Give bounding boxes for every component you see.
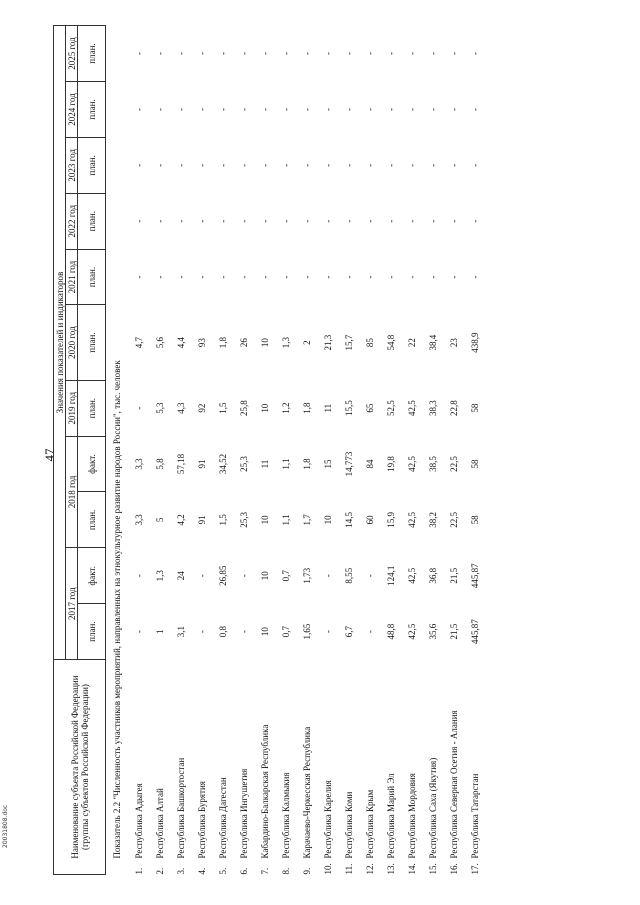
subject-name: Республика Адыгея [133,783,144,859]
value-cell: 22,8 [448,400,459,417]
value-cell: 52,5 [385,400,396,417]
value-cell: - [385,275,396,279]
value-cell: 38,3 [427,400,438,417]
plan-header: план. [78,193,106,249]
subject-cell [380,660,401,875]
value-cell: - [175,275,186,279]
subject-name: Республика Алтай [154,788,165,859]
value-cell: - [259,163,270,167]
plan-header: план. [78,137,106,193]
year-header-2023: 2023 год [66,137,78,193]
row-number: 16. [448,863,459,875]
value-cell: - [133,275,144,279]
table-row [149,26,170,875]
value-cell: 57,18 [175,453,186,475]
row-number: 10. [322,863,333,875]
value-cell: - [238,630,249,634]
value-cell: 1,1 [280,514,291,526]
year-header-2025: 2025 год [66,26,78,82]
subject-cell [275,660,296,875]
value-cell: - [133,219,144,223]
page-number: 47 [42,448,57,462]
value-cell: - [154,219,165,223]
value-cell: 15,9 [385,512,396,528]
subject-cell [359,660,380,875]
value-cell: - [238,52,249,55]
row-number: 4. [196,867,207,875]
value-cell: - [427,107,438,111]
indicators-table [53,25,485,875]
value-cell: 445,87 [469,619,480,645]
value-cell: - [385,163,396,167]
value-cell: - [343,219,354,223]
value-cell: 34,52 [217,453,228,475]
table-row [254,26,275,875]
value-cell: - [301,219,312,223]
value-cell: 42,5 [406,456,417,472]
subject-column-header: Наименование субъекта Российской Федерации (группы субъектов Российской Федерации) [54,660,106,875]
value-cell: - [448,52,459,55]
value-cell: - [448,107,459,111]
subject-cell [212,660,233,875]
value-cell: 24 [175,571,186,581]
value-cell: - [469,52,480,55]
row-number: 11. [343,863,354,875]
table-row [275,26,296,875]
value-cell: 42,5 [406,567,417,584]
table-row [191,26,212,875]
value-cell: - [322,574,333,578]
value-cell: - [280,163,291,167]
rotated-table-wrapper [53,25,485,875]
value-cell: - [406,107,417,111]
year-header-2020: 2020 год [66,305,78,380]
value-cell: 42,5 [406,623,417,640]
value-cell: 4,7 [133,336,144,349]
plan-header: план. [78,492,106,548]
subject-name: Республика Саха (Якутия) [427,757,438,859]
subject-cell [149,660,170,875]
subject-name: Республика Крым [364,789,375,859]
value-cell: 5,8 [154,458,165,470]
value-cell: - [280,219,291,223]
subject-name: Республика Калмыкия [280,772,291,859]
value-cell: 1,65 [301,623,312,640]
value-cell: - [133,574,144,578]
value-cell: - [448,163,459,167]
value-cell: - [427,163,438,167]
row-number: 13. [385,863,396,875]
value-cell: - [364,219,375,223]
table-row [359,26,380,875]
value-cell: 438,9 [469,332,480,353]
value-cell: - [406,275,417,279]
value-cell: - [406,219,417,223]
value-cell: - [259,52,270,55]
value-cell: - [322,275,333,279]
subject-cell [338,660,359,875]
value-cell: 21,3 [322,334,333,351]
year-header-2021: 2021 год [66,249,78,305]
value-cell: 48,8 [385,623,396,640]
value-cell: - [154,52,165,55]
table-row [296,26,317,875]
row-number: 1. [133,867,144,875]
value-cell: - [196,163,207,167]
value-cell: 15,5 [343,400,354,417]
year-header-2017: 2017 год [66,548,78,660]
value-cell: - [301,52,312,55]
value-cell: - [217,219,228,223]
value-cell: - [343,52,354,55]
value-cell: 10 [259,403,270,413]
value-cell: 85 [364,338,375,348]
value-cell: - [322,630,333,634]
value-cell: - [238,107,249,111]
plan-header: план. [78,380,106,436]
value-cell: - [427,275,438,279]
value-cell: 22 [406,338,417,348]
value-cell: - [154,163,165,167]
value-cell: 14,5 [343,512,354,528]
subject-cell [254,660,275,875]
subject-name: Республика Бурятия [196,781,207,859]
values-group-header: Значения показателей и индикаторов [54,26,66,660]
value-cell: - [154,275,165,279]
value-cell: 1 [154,629,165,634]
value-cell: - [343,275,354,279]
subject-cell [464,660,485,875]
value-cell: 93 [196,338,207,348]
value-cell: 5,3 [154,402,165,414]
value-cell: 3,3 [133,514,144,526]
subject-cell [191,660,212,875]
value-cell: 91 [196,515,207,525]
value-cell: 4,2 [175,514,186,526]
table-row [443,26,464,875]
value-cell: 1,8 [301,458,312,470]
row-number: 2. [154,867,165,875]
year-header-2019: 2019 год [66,380,78,436]
row-number: 5. [217,867,228,875]
value-cell: - [322,219,333,223]
table-body [106,26,486,875]
value-cell: 36,8 [427,567,438,584]
subject-cell [170,660,191,875]
table-row [212,26,233,875]
value-cell: - [196,574,207,578]
value-cell: - [364,574,375,578]
value-cell: - [343,163,354,167]
subject-cell [443,660,464,875]
subject-name: Республика Башкортостан [175,757,186,859]
value-cell: - [406,163,417,167]
value-cell: 4,3 [175,402,186,414]
value-cell: 1,8 [301,402,312,414]
value-cell: 8,55 [343,567,354,584]
subject-name: Республика Северная Осетия - Алания [448,710,459,859]
value-cell: - [133,163,144,167]
fact-header: факт. [78,548,106,604]
row-number: 7. [259,867,270,875]
value-cell: 3,3 [133,458,144,470]
value-cell: 26 [238,338,249,348]
subject-name: Республика Марий Эл [385,773,396,859]
value-cell: - [196,630,207,634]
value-cell: 10 [259,627,270,637]
row-number: 14. [406,863,417,875]
value-cell: - [217,52,228,55]
value-cell: 22,5 [448,512,459,528]
value-cell: 15,7 [343,334,354,351]
value-cell: - [322,107,333,111]
value-cell: 1,73 [301,567,312,584]
row-number: 15. [427,863,438,875]
table-row [338,26,359,875]
row-number: 8. [280,867,291,875]
value-cell: 58 [469,515,480,525]
value-cell: - [469,219,480,223]
value-cell: 2 [301,340,312,345]
value-cell: 21,5 [448,567,459,584]
value-cell: - [469,163,480,167]
value-cell: 42,5 [406,512,417,528]
value-cell: - [469,107,480,111]
subject-name: Карачаево-Черкесская Республика [301,726,312,859]
value-cell: - [427,219,438,223]
footer-filename: 20031808.doc [2,804,9,848]
value-cell: - [469,275,480,279]
value-cell: 10 [259,515,270,525]
value-cell: 1,3 [280,336,291,349]
plan-header: план. [78,82,106,138]
value-cell: - [238,219,249,223]
value-cell: - [217,107,228,111]
value-cell: 58 [469,403,480,413]
value-cell: 54,8 [385,334,396,351]
value-cell: 65 [364,403,375,413]
value-cell: 14,773 [343,451,354,477]
value-cell: 15 [322,459,333,469]
value-cell: 26,85 [217,565,228,586]
subject-cell [233,660,254,875]
value-cell: - [238,275,249,279]
value-cell: - [133,52,144,55]
value-cell: - [364,163,375,167]
row-number: 9. [301,867,312,875]
value-cell: - [154,107,165,111]
plan-header: план. [78,305,106,380]
row-number: 17. [469,863,480,875]
value-cell: 4,4 [175,336,186,349]
value-cell: - [175,219,186,223]
value-cell: 445,87 [469,563,480,589]
value-cell: 42,5 [406,400,417,417]
value-cell: 22,5 [448,456,459,472]
value-cell: 5,6 [154,336,165,349]
value-cell: - [217,275,228,279]
value-cell: - [259,107,270,111]
row-number: 6. [238,867,249,875]
value-cell: - [238,574,249,578]
indicator-caption-row [106,26,129,875]
value-cell: - [196,219,207,223]
value-cell: 11 [322,403,333,413]
value-cell: 1,5 [217,514,228,526]
value-cell: - [217,163,228,167]
value-cell: 0,8 [217,626,228,638]
table-row [128,26,149,875]
value-cell: - [196,52,207,55]
value-cell: - [301,275,312,279]
table-row [422,26,443,875]
value-cell: 38,4 [427,334,438,351]
value-cell: - [364,630,375,634]
value-cell: - [301,107,312,111]
plan-header: план. [78,26,106,82]
value-cell: 10 [322,515,333,525]
value-cell: 58 [469,459,480,469]
value-cell: - [448,219,459,223]
value-cell: - [280,275,291,279]
value-cell: - [364,107,375,111]
year-header-2018: 2018 год [66,436,78,548]
value-cell: - [427,52,438,55]
value-cell: 92 [196,403,207,413]
year-header-2022: 2022 год [66,193,78,249]
value-cell: 60 [364,515,375,525]
subject-name: Республика Мордовия [406,773,417,859]
value-cell: 10 [259,571,270,581]
value-cell: 35,6 [427,623,438,640]
subject-name: Республика Коми [343,791,354,859]
subject-name: Республика Дагестан [217,777,228,859]
value-cell: 10 [259,338,270,348]
value-cell: 38,2 [427,512,438,528]
value-cell: 1,3 [154,570,165,582]
value-cell: - [175,52,186,55]
value-cell: 1,1 [280,458,291,470]
subject-cell [296,660,317,875]
fact-header: факт. [78,436,106,492]
value-cell: 124,1 [385,565,396,586]
value-cell: 0,7 [280,626,291,638]
value-cell: - [322,163,333,167]
subject-cell [422,660,443,875]
subject-name: Республика Татарстан [469,773,480,859]
value-cell: 5 [154,517,165,523]
value-cell: - [280,107,291,111]
value-cell: 91 [196,459,207,469]
value-cell: - [343,107,354,111]
value-cell: - [406,52,417,55]
value-cell: 21,5 [448,623,459,640]
value-cell: 1,5 [217,402,228,414]
value-cell: - [280,52,291,55]
value-cell: - [133,406,144,410]
row-number: 12. [364,863,375,875]
value-cell: 1,7 [301,514,312,526]
value-cell: - [175,107,186,111]
value-cell: 6,7 [343,626,354,638]
value-cell: - [385,52,396,55]
table-row [401,26,422,875]
table-row [233,26,254,875]
value-cell: - [238,163,249,167]
table-row [380,26,401,875]
value-cell: - [322,52,333,55]
subject-name: Республика Ингушетия [238,768,249,859]
value-cell: - [133,630,144,634]
table-row [464,26,485,875]
value-cell: 25,3 [238,456,249,472]
value-cell: 11 [259,459,270,469]
subject-name: Республика Карелия [322,780,333,859]
value-cell: 19,8 [385,456,396,472]
value-cell: - [385,107,396,111]
indicator-caption: Показатель 2.2 "Численность участников мероприятий, направленных на этнокультурное развитие народов России", тыс. человек [112,360,122,859]
value-cell: - [196,275,207,279]
value-cell: 1,2 [280,402,291,414]
plan-header: план. [78,604,106,660]
value-cell: 38,5 [427,456,438,472]
subject-name: Кабардино-Балкарская Республика [259,724,270,859]
table-header [54,26,106,875]
value-cell: 23 [448,338,459,348]
value-cell: - [364,52,375,55]
value-cell: - [301,163,312,167]
table-row [170,26,191,875]
value-cell: 3,1 [175,626,186,638]
value-cell: - [448,275,459,279]
value-cell: 84 [364,459,375,469]
value-cell: - [259,275,270,279]
subject-cell [128,660,149,875]
value-cell: - [196,107,207,111]
value-cell: - [133,107,144,111]
plan-header: план. [78,249,106,305]
value-cell: - [385,219,396,223]
value-cell: 1,8 [217,336,228,349]
value-cell: 25,8 [238,400,249,417]
year-header-2024: 2024 год [66,82,78,138]
value-cell: - [259,219,270,223]
value-cell: - [364,275,375,279]
value-cell: 0,7 [280,570,291,582]
subject-cell [317,660,338,875]
value-cell: 25,3 [238,512,249,528]
subject-cell [401,660,422,875]
value-cell: - [175,163,186,167]
table-row [317,26,338,875]
row-number: 3. [175,867,186,875]
